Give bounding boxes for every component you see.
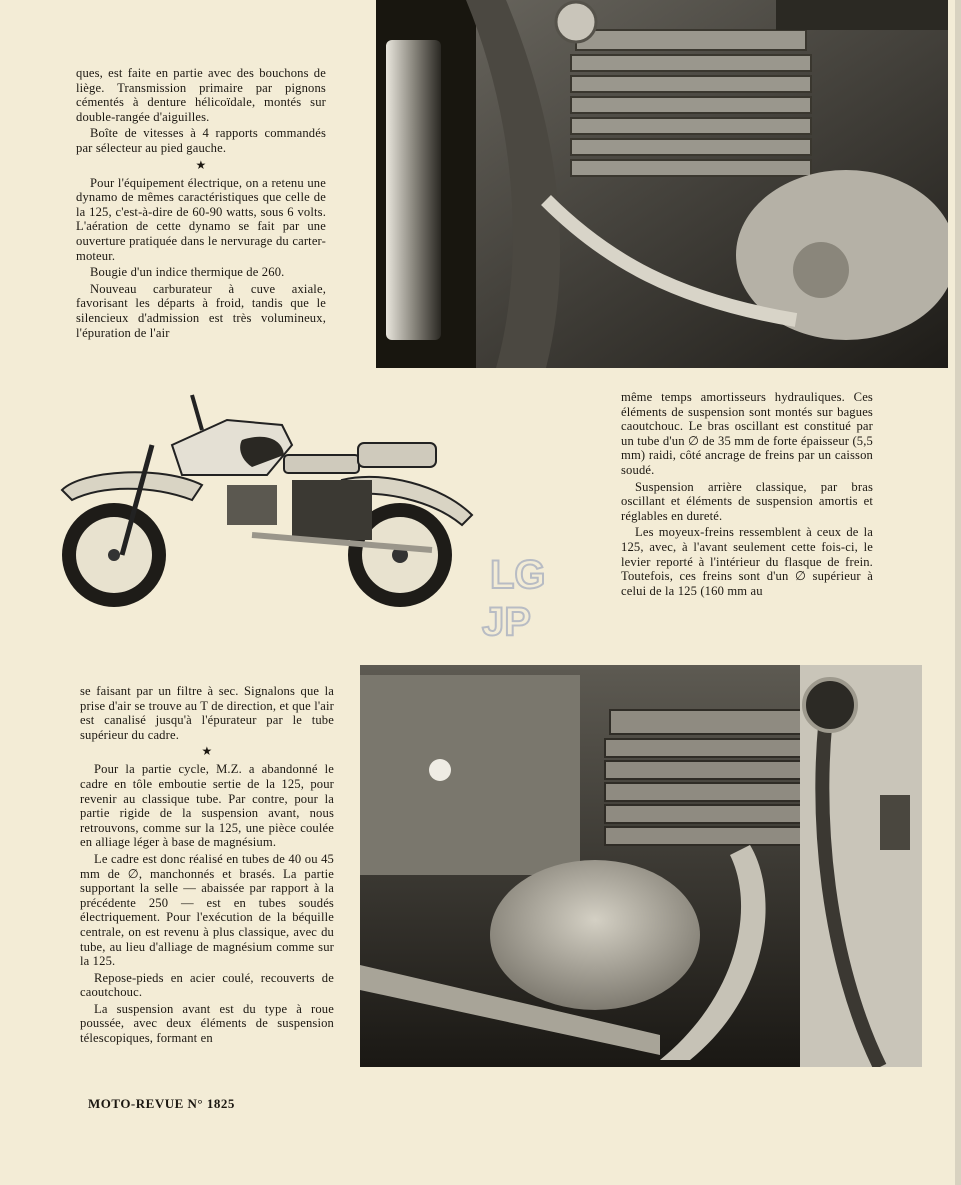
paragraph: Le cadre est donc réalisé en tubes de 40 ou 45 mm de ∅, manchonnés et brasés. La partie supportant la selle — abaissée par rapport à la précédente 250 — est en tubes soudés électriquement. Pour l'exécution de la béquille centrale, on est revenu à plus classique, avec du tube, au lieu d'alliage de magnésium comme sur la 125.	[80, 851, 334, 969]
engine-photo-bottom	[360, 665, 922, 1067]
watermark-mark	[412, 540, 552, 645]
engine-photo-top	[376, 0, 948, 368]
paragraph: ques, est faite en partie avec des bouchons de liège. Transmission primaire par pignons cémentés à denture hélicoïdale, montés sur double-rangée d'aiguilles.	[76, 66, 326, 124]
paragraph: Pour la partie cycle, M.Z. a abandonné le cadre en tôle emboutie sertie de la 125, pour revenir au classique tube. Par contre, pour la partie rigide de la suspension avant, nous retrouvons, comme sur la 125, une pièce coulée en alliage léger à base de magnésium.	[80, 762, 334, 850]
page-footer: MOTO-REVUE N° 1825	[88, 1096, 235, 1111]
paragraph: Nouveau carburateur à cuve axiale, favorisant les départs à froid, tandis que le silencieux d'admission est très volumineux, l'épuration de l'air	[76, 281, 326, 340]
article-column-bottom-left	[80, 684, 334, 1046]
watermark-line2: JP	[482, 600, 531, 644]
paragraph: Les moyeux-freins ressemblent à ceux de la 125, avec, à l'avant seulement cette fois-ci, le levier reporté à l'intérieur du flasque de frein. Toutefois, ces freins sont d'un ∅ supérieur à celui de la 125 (160 mm au	[621, 525, 873, 598]
paragraph: La suspension avant est du type à roue poussée, avec deux éléments de suspension télescopiques, formant en	[80, 1001, 334, 1046]
article-column-top-left	[76, 66, 326, 340]
section-star: ★	[195, 157, 207, 172]
article-column-middle-right	[621, 390, 873, 598]
paragraph: même temps amortisseurs hydrauliques. Ces éléments de suspension sont montés sur bagues caoutchouc. Le bras oscillant est constitué par un tube d'un ∅ de 35 mm de forte épaisseur (5,5 mm) raidi, côté ancrage de freins par un caisson soudé.	[621, 390, 873, 477]
paragraph: Pour l'équipement électrique, on a retenu une dynamo de mêmes caractéristiques que celle de la 125, c'est-à-dire de 60-90 watts, sous 6 volts. L'aération de cette dynamo se fait par une ouverture pratiquée dans le nervurage du carter-moteur.	[76, 175, 326, 263]
watermark-logo	[412, 540, 552, 645]
paragraph: se faisant par un filtre à sec. Signalons que la prise d'air se trouve au T de direction, et que l'air est canalisé jusqu'à l'épurateur par le tube supérieur du cadre.	[80, 684, 334, 742]
paragraph: Boîte de vitesses à 4 rapports commandés par sélecteur au pied gauche.	[76, 126, 326, 155]
section-star: ★	[201, 744, 213, 759]
paragraph: Bougie d'un indice thermique de 260.	[90, 265, 285, 280]
watermark-line1: LG	[490, 553, 546, 597]
engine-photo-top-image	[376, 0, 948, 368]
paragraph: Suspension arrière classique, par bras oscillant et éléments de suspension amortis et réglables en dureté.	[621, 479, 873, 523]
paragraph: Repose-pieds en acier coulé, recouverts de caoutchouc.	[80, 970, 334, 1000]
engine-photo-bottom-image	[360, 665, 922, 1067]
